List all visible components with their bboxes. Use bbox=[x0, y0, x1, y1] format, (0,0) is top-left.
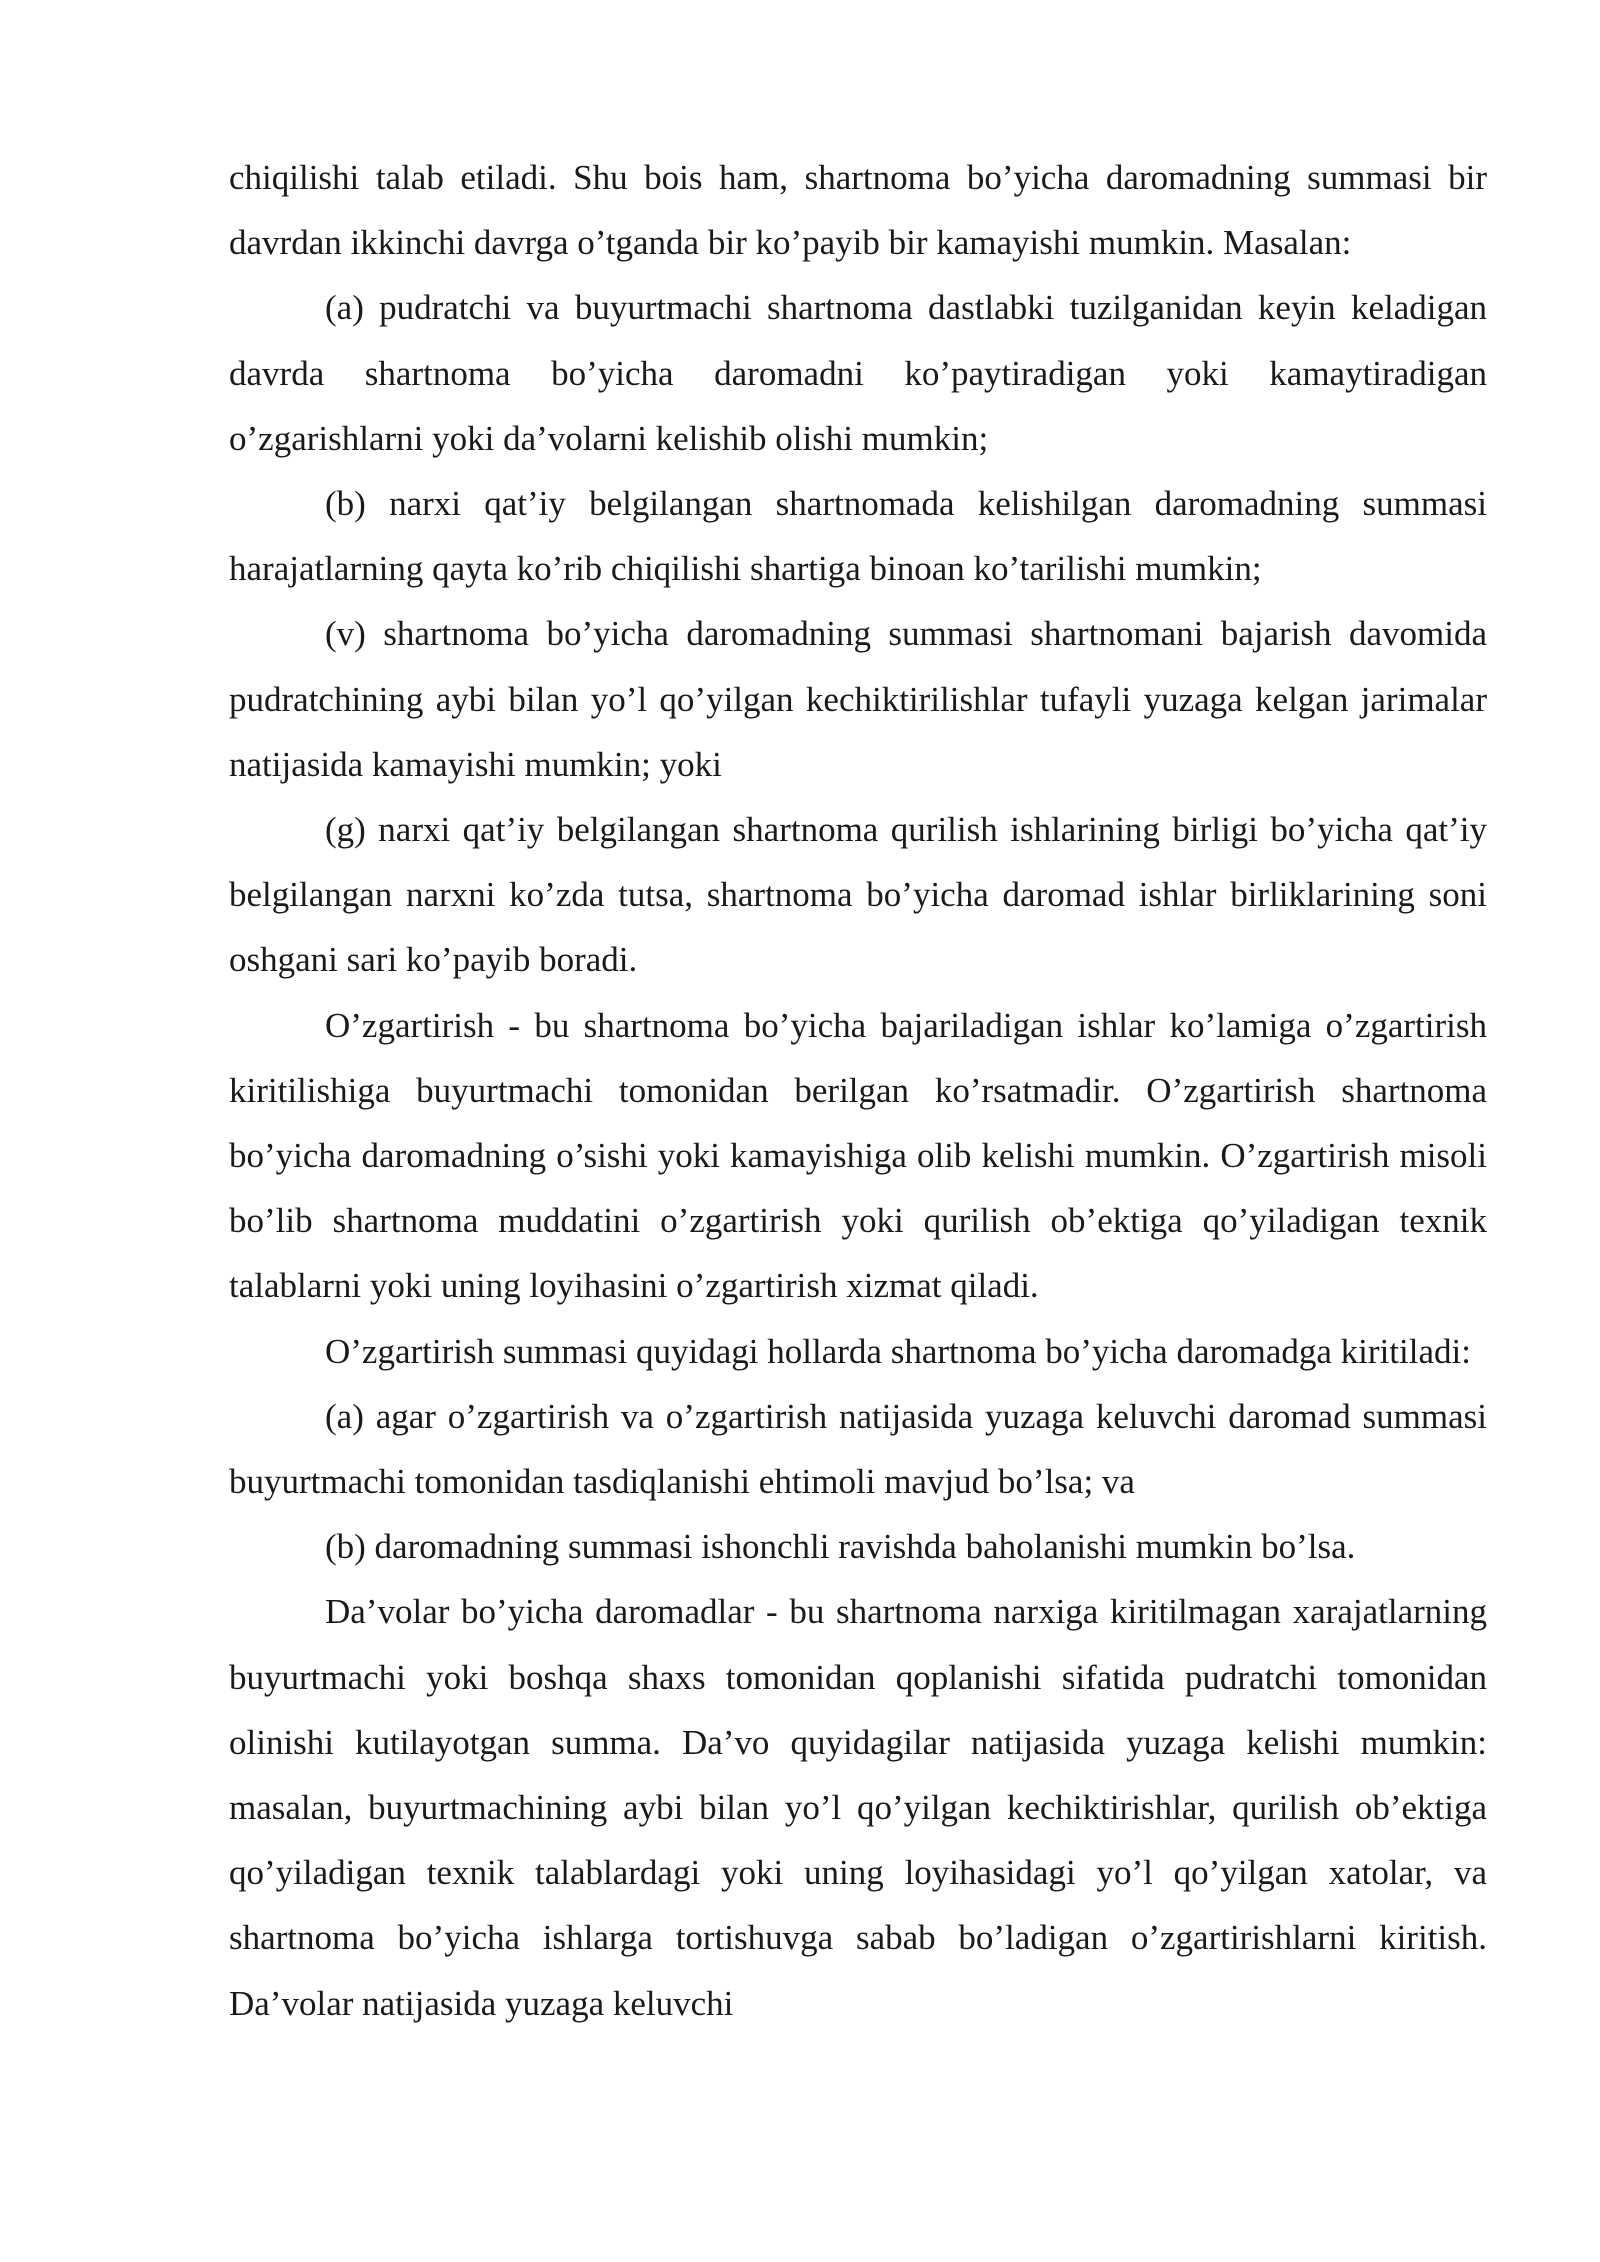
list-item-g: (g) narxi qat’iy belgilangan shartnoma qurilish ishlarining birligi bo’yicha qat’iy belgilangan narxni ko’zda tutsa, shartnoma bo’yicha daromad ishlar birliklarining soni oshgani sari ko’payib boradi. bbox=[229, 810, 1487, 980]
paragraph-continuation: chiqilishi talab etiladi. Shu bois ham, shartnoma bo’yicha daromadning summasi bir davrdan ikkinchi davrga o’tganda bir ko’payib bir kamayishi mumkin. Masalan: bbox=[229, 158, 1487, 263]
list-item-b: (b) narxi qat’iy belgilangan shartnomada kelishilgan daromadning summasi harajatlarning qayta ko’rib chiqilishi shartiga binoan ko’tarilishi mumkin; bbox=[229, 484, 1487, 589]
list-item-v: (v) shartnoma bo’yicha daromadning summasi shartnomani bajarish davomida pudratchining aybi bilan yo’l qo’yilgan kechiktirilishlar tufayli yuzaga kelgan jarimalar natijasida kamayishi mumkin; yoki bbox=[229, 614, 1487, 784]
condition-item-b: (b) daromadning summasi ishonchli ravishda baholanishi mumkin bo’lsa. bbox=[325, 1527, 1356, 1567]
paragraph-ozgartirish-definition: O’zgartirish - bu shartnoma bo’yicha bajariladigan ishlar ko’lamiga o’zgartirish kiritilishiga buyurtmachi tomonidan berilgan ko’rsatmadir. O’zgartirish shartnoma bo’yicha daromadning o’sishi yoki kamayishiga olib kelishi mumkin. O’zgartirish misoli bo’lib shartnoma muddatini o’zgartirish yoki qurilish ob’ektiga qo’yiladigan texnik talablarni yoki uning loyihasini o’zgartirish xizmat qiladi. bbox=[229, 1005, 1487, 1306]
condition-item-a: (a) agar o’zgartirish va o’zgartirish natijasida yuzaga keluvchi daromad summasi buyurtmachi tomonidan tasdiqlanishi ehtimoli mavjud bo’lsa; va bbox=[229, 1396, 1487, 1502]
list-item-a: (a) pudratchi va buyurtmachi shartnoma dastlabki tuzilganidan keyin keladigan davrda shartnoma bo’yicha daromadni ko’paytiradigan yoki kamaytiradigan o’zgarishlarni yoki da’volarni kelishib olishi mumkin; bbox=[229, 288, 1487, 458]
paragraph-davolar: Da’volar bo’yicha daromadlar - bu shartnoma narxiga kiritilmagan xarajatlarning buyurtmachi yoki boshqa shaxs tomonidan qoplanishi sifatida pudratchi tomonidan olinishi kutilayotgan summa. Da’vo quyidagilar natijasida yuzaga kelishi mumkin: masalan, buyurtmachining aybi bilan yo’l qo’yilgan kechiktirishlar, qurilish ob’ektiga qo’yiladigan texnik talablardagi yoki uning loyihasidagi yo’l qo’yilgan xatolar, va shartnoma bo’yicha ishlarga tortishuvga sabab bo’ladigan o’zgartirishlarni kiritish. Da’volar natijasida yuzaga keluvchi bbox=[229, 1592, 1487, 2023]
document-body bbox=[229, 145, 1487, 2036]
paragraph-ozgartirish-conditions: O’zgartirish summasi quyidagi hollarda shartnoma bo’yicha daromadga kiritiladi: bbox=[325, 1331, 1471, 1371]
